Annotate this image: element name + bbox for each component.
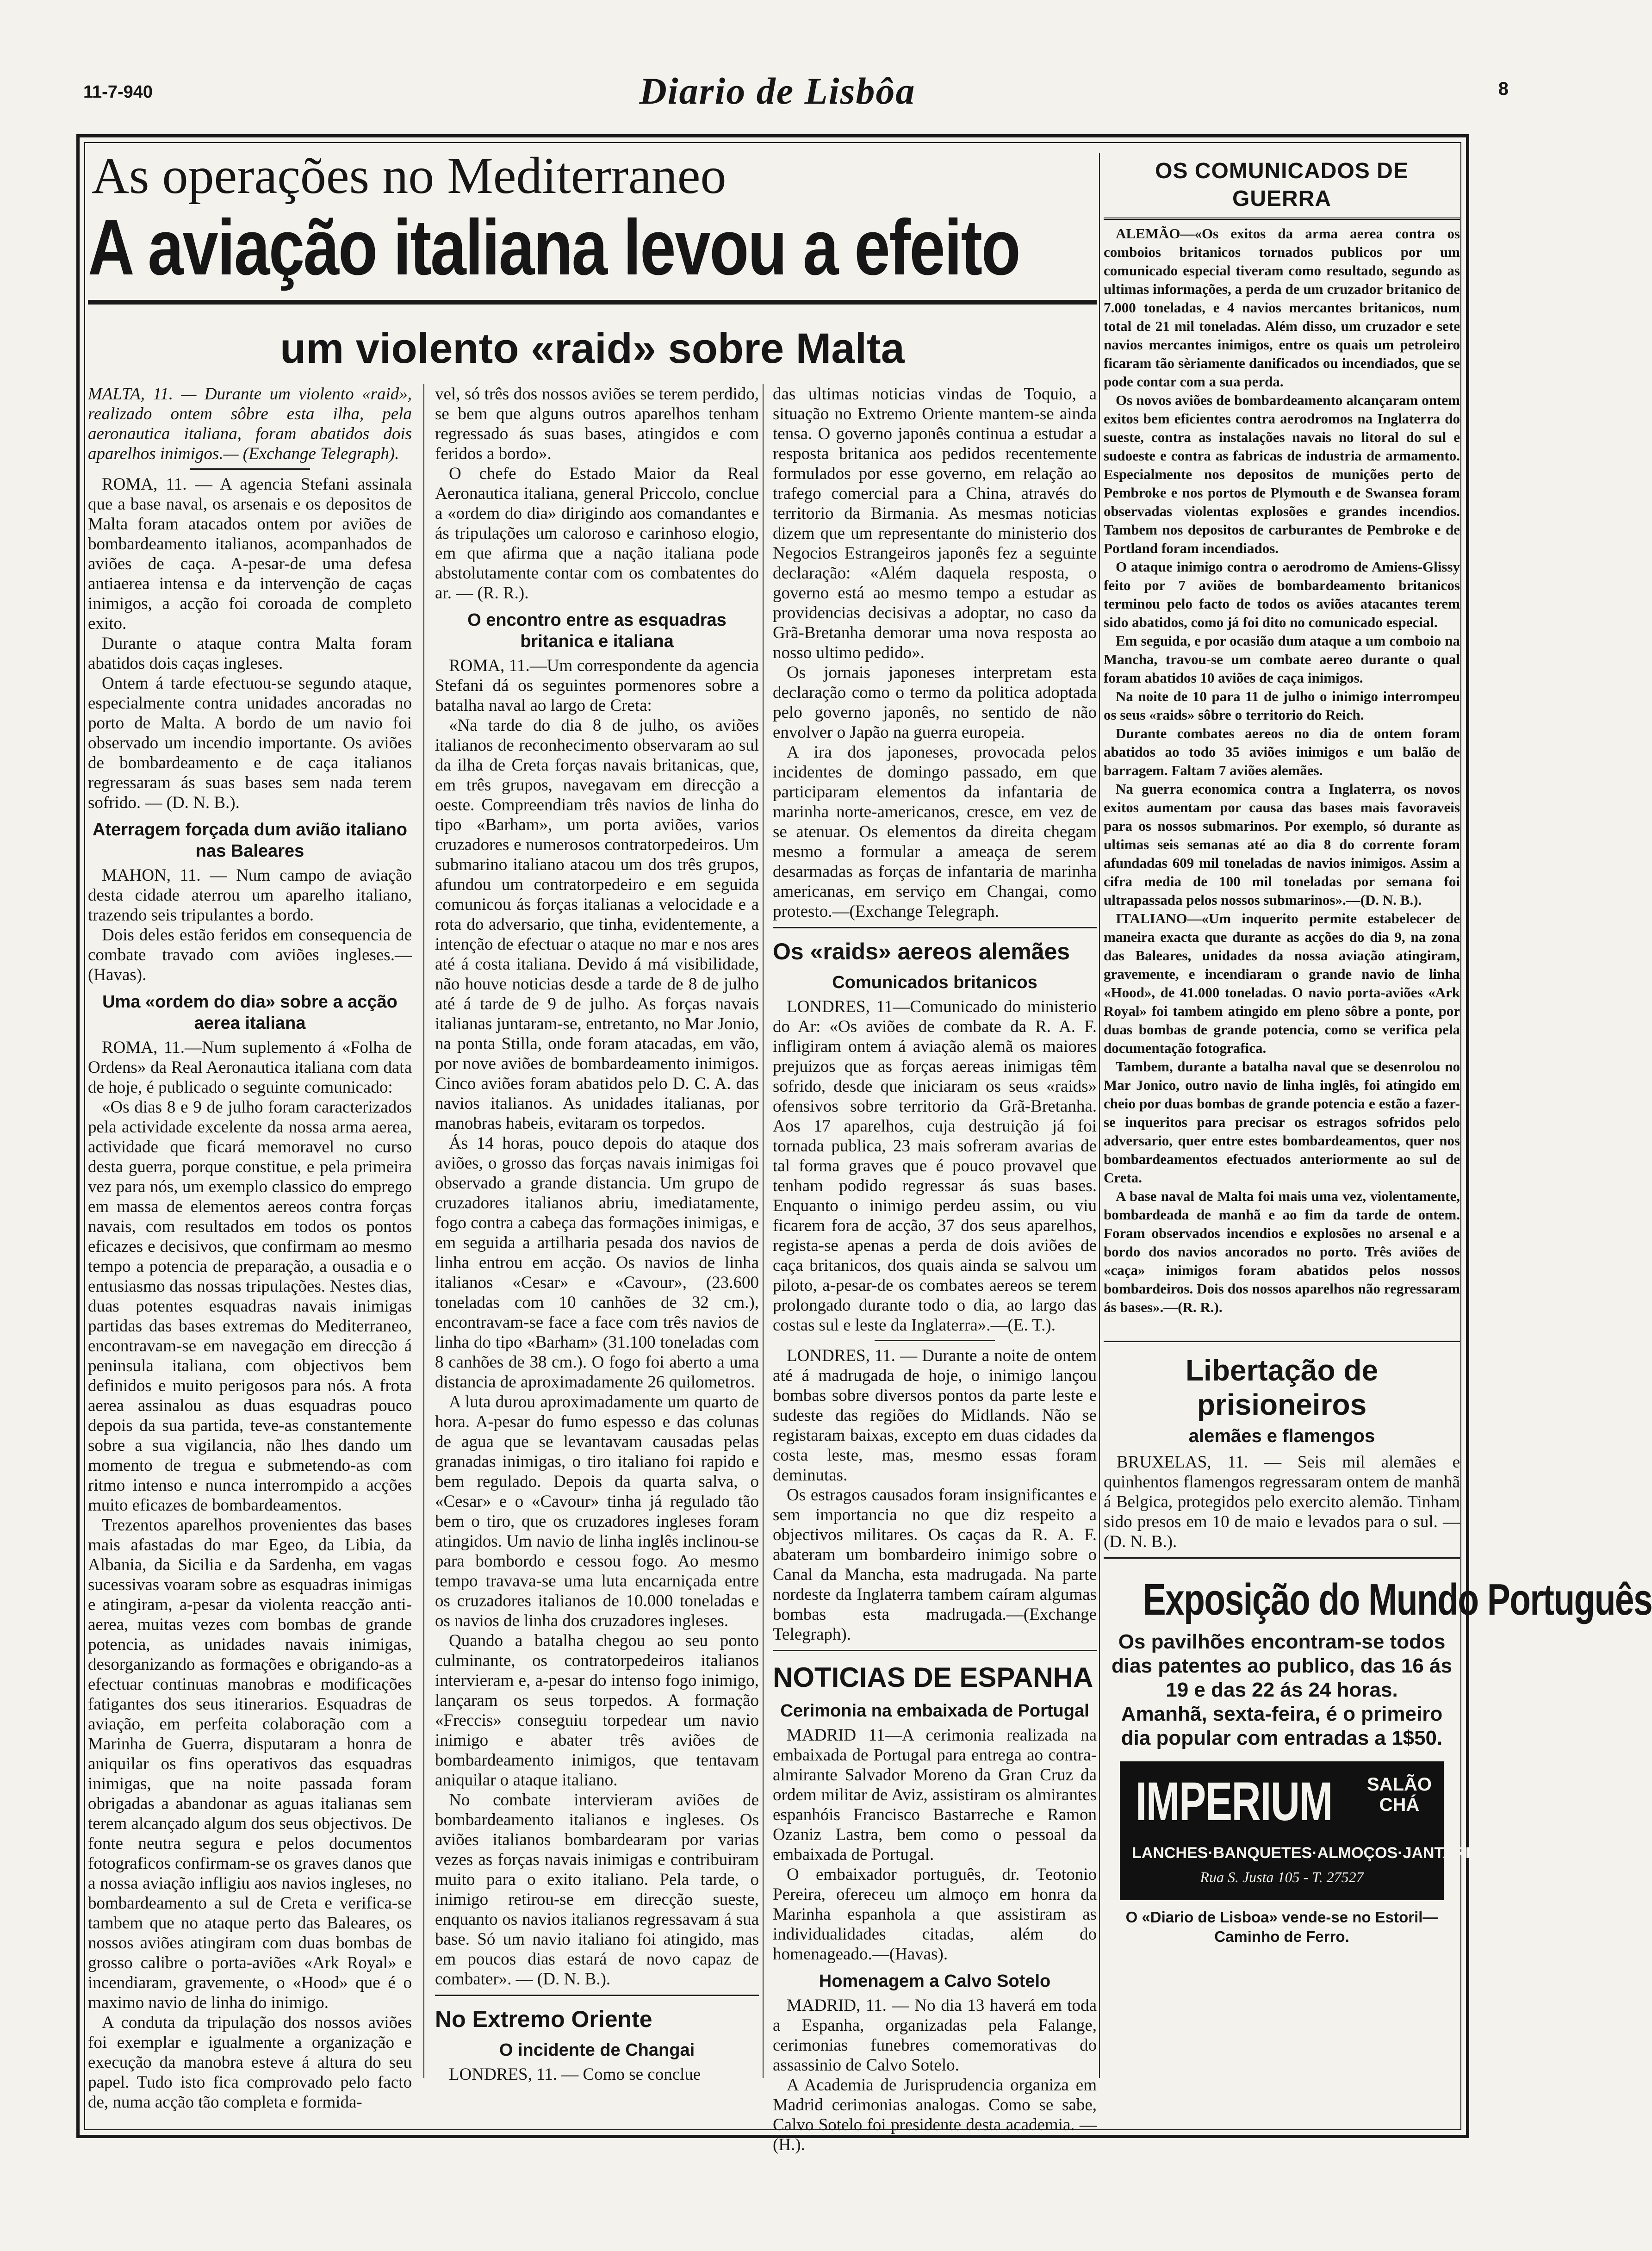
section-heading-espanha: NOTICIAS DE ESPANHA [773, 1662, 1093, 1693]
column-rule [763, 384, 764, 2078]
section-subheading-changai: O incidente de Changai [499, 2040, 695, 2060]
libertacao-heading: Libertação de prisioneiros [1185, 1354, 1379, 1421]
section-heading-raids: Os «raids» aereos alemães [773, 939, 1070, 964]
section-heading-oriente: No Extremo Oriente [435, 2006, 652, 2032]
paragraph: Durante combates aereos no dia de ontem foram abatidos ao todo 35 aviões inimigos e um balão de barragem. Faltam 7 aviões alemães. [1104, 725, 1460, 778]
masthead [83, 69, 1509, 134]
imperium-salao [1367, 1774, 1432, 1815]
paragraph: O chefe do Estado Maior da Real Aeronautica italiana, general Priccolo, conclue a «ordem do dia» dirigindo aos comandantes e ás tripulações um caloroso e carinhoso elogio, em que afirma que a nação italiana pode abstolutamente contar com os combatentes do ar. — (R. R.). [435, 464, 759, 603]
expo-ad-text-2: Amanhã, sexta-feira, é o primeiro dia popular com entradas a 1$50. [1121, 1703, 1443, 1749]
paragraph: LONDRES, 11—Comunicado do ministerio do Ar: «Os aviões de combate da R. A. F. infligiram ontem á aviação alemã os maiores prejuizos que as forças aereas inimigas têm sofrido, desde que iniciaram os seus «raids» ofensivos sobre territorio da Grã-Bretanha. Aos 17 aparelhos, cuja destruição já foi tornada publica, 23 mais sofreram avarias de tal forma graves que é pouco provavel que tenham podido regressar ás suas bases. Enquanto o inimigo perdeu assim, ou viu ficarem fora de acção, 37 dos seus aparelhos, regista-se apenas a perda de dois aviões de caça britanicos, dos quais ainda se salvou um piloto, a-pesar-de os combates aereos se terem prolongado durante todo o dia, ao largo das costas sul e leste da Inglaterra».—(E. T.). [773, 997, 1097, 1335]
page-number: 8 [1498, 79, 1509, 99]
column-2 [435, 384, 759, 2084]
newspaper-title: Diario de Lisbôa [639, 70, 916, 112]
paragraph: MADRID 11—A cerimonia realizada na embaixada de Portugal para entrega ao contra-almirante Salvador Moreno da Gran Cruz da ordem militar de Aviz, assistiram os almirantes espanhóis Francisco Bastarreche e Ramon Ozaniz Lastra, bem como o pessoal da embaixada de Portugal. [773, 1726, 1097, 1864]
paragraph: Os jornais japoneses interpretam esta declaração como o termo da politica adoptada pelo governo japonês, no sentido de não envolver o Japão na guerra europeia. [773, 663, 1097, 742]
main-headline: A aviação italiana levou a efeito [88, 204, 1020, 292]
paragraph: A conduta da tripulação dos nossos aviões foi exemplar e igualmente a organização e execução da manobra esteve á altura do seu papel. Tudo isto fica comprovado pelo facto de, numa acção tão completa e formida- [88, 2013, 412, 2112]
paragraph: A ira dos japoneses, provocada pelos incidentes de domingo passado, em que participaram elementos da infantaria de marinha norte-americanos, cresce, em vez de se atenuar. Os elementos da direita chegam mesmo a formular a ameaça de serem desarmadas as forças de infantaria de marinha americanas, em serviço em Changai, como protesto.—(Exchange Telegraph. [773, 743, 1097, 921]
paragraph: O ataque inimigo contra o aerodromo de Amiens-Glissy feito por 7 aviões de bombardeamento britanicos terminou pelo facto de todos os aviões atacantes terem sido abatidos, como já foi dito no comunicado especial. [1104, 559, 1460, 630]
paragraph: LONDRES, 11. — Como se conclue [449, 2065, 701, 2084]
paragraph: Tambem, durante a batalha naval que se desenrolou no Mar Jonico, outro navio de linha inglês, foi atingido em cheio por duas bombas de grande potencia e estão a fazer-se inqueritos para precisar os estragos sofridos pelo adversario, quer entre estes bombardeamentos, quer nos bombardeamentos efectuados anteriormente ao sul de Creta. [1104, 1058, 1460, 1186]
paragraph: O embaixador português, dr. Teotonio Pereira, ofereceu um almoço em honra da Marinha espanhola a que assistiram as individualidades citadas, além do homenageado.—(Havas). [773, 1865, 1097, 1964]
main-subhead: um violento «raid» sobre Malta [280, 325, 905, 372]
paragraph: Na noite de 10 para 11 de julho o inimigo interrompeu os seus «raids» sôbre o territorio do Reich. [1104, 688, 1460, 723]
paragraph: ROMA, 11.—Num suplemento á «Folha de Ordens» da Real Aeronautica italiana com data de hoje, é publicado o seguinte comunicado: [88, 1038, 412, 1097]
paragraph: Durante o ataque contra Malta foram abatidos dois caças ingleses. [88, 634, 412, 673]
headline-block [88, 148, 1097, 374]
paragraph: Em seguida, e por ocasião dum ataque a um comboio na Mancha, travou-se um combate aereo durante o qual foram abatidos 10 aviões de caça inimigos. [1104, 633, 1460, 686]
imperium-logo: IMPERIUM [1136, 1771, 1332, 1832]
paragraph: das ultimas noticias vindas de Toquio, a situação no Extremo Oriente mantem-se ainda tensa. O governo japonês continua a estudar a resposta britanica aos pedidos recentemente formulados por esse governo, em relação ao trafego comercial para a China, através do territorio da Birmania. As mesmas noticias dizem que um representante do ministerio dos Negocios Estrangeiros japonês fez a seguinte declaração: «Além daquela resposta, o governo está ao mesmo tempo a estudar as providencias decisivas a adoptar, no caso da Grã-Bretanha demorar uma nova resposta ao nosso ultimo pedido». [773, 385, 1097, 662]
paragraph: vel, só três dos nossos aviões se terem perdido, se bem que alguns outros aparelhos tenham regressado ás suas bases, atingidos e com feridos a bordo». [435, 385, 759, 463]
paragraph: Ontem á tarde efectuou-se segundo ataque, especialmente contra unidades ancoradas no porto de Malta. A bordo de um navio foi observado um incendio importante. Os aviões de bombardeamento e de caça italianos regressaram ás suas bases sem nada terem sofrido. — (D. N. B.). [88, 674, 412, 812]
section-heading-sotelo: Homenagem a Calvo Sotelo [819, 1971, 1051, 1991]
imperium-address: Rua S. Justa 105 - T. 27527 [1200, 1869, 1364, 1885]
paragraph: Os estragos causados foram insignificantes e sem importancia no que diz respeito a objectivos militares. Os caças da R. A. F. abateram um bombardeiro inimigo sobre o Canal da Mancha, esta madrugada. Na parte nordeste da Inglaterra tambem caíram algumas bombas esta madrugada.—(Exchange Telegraph). [773, 1486, 1097, 1644]
paragraph: Dois deles estão feridos em consequencia de combate travado com aviões ingleses.—(Havas). [88, 926, 412, 984]
issue-date: 11-7-940 [83, 82, 153, 102]
paragraph: ROMA, 11. — A agencia Stefani assinala que a base naval, os arsenais e os depositos de Malta foram atacados ontem por aviões de bombardeamento italianos, acompanhados de aviões de caça. A-pesar-de uma defesa antiaerea intensa e da intervenção de caças inimigos, a acção foi coroada de completo exito. [88, 475, 412, 633]
story-lead: MALTA, 11. — Durante um violento «raid», realizado ontem sôbre esta ilha, pela aeronautica italiana, foram abatidos dois aparelhos inimigos.— (Exchange Telegraph). [88, 385, 412, 463]
paragraph: No combate intervieram aviões de bombardeamento italianos e ingleses. Os aviões italianos bombardearam por varias vezes as forças navais inimigas e contribuiram muito para o exito italiano. Pela tarde, o inimigo retirou-se em direcção sueste, enquanto os navios italianos regressavam á sua base. Só um navio italiano foi atingido, mas em poucos dias estará de novo capaz de combater». — (D. N. B.). [435, 1791, 759, 1989]
paragraph: MAHON, 11. — Num campo de aviação desta cidade aterrou um aparelho italiano, trazendo seis tripulantes a bordo. [88, 866, 412, 925]
paragraph: LONDRES, 11. — Durante a noite de ontem até á madrugada de hoje, o inimigo lançou bombas sobre diversos pontos da parte leste e sudeste das regiões do Midlands. Não se registaram baixas, excepto em duas cidades da costa leste, mas, mesmo essas foram deminutas. [773, 1346, 1097, 1485]
imperium-salao-word: SALÃO [1367, 1774, 1432, 1795]
sidebar-title: OS COMUNICADOS DE GUERRA [1104, 157, 1460, 220]
libertacao-text: BRUXELAS, 11. — Seis mil alemães e quinhentos flamengos regressaram ontem de manhã á Belgica, protegidos pelo exercito alemão. Tinham sido presos em 10 de maio e levados para o sul. —(D. N. B.). [1104, 1453, 1460, 1551]
imperium-ad [1120, 1761, 1487, 1900]
sidebar [1104, 157, 1652, 1946]
paragraph: ITALIANO—«Um inquerito permite estabelecer de maneira exacta que durante as acções do dia 9, na zona das Baleares, unidades da nossa aviação atingiram, gravemente, e incendiaram o grande navio de linha «Hood», de 41.000 toneladas. O navio porta-aviões «Ark Royal» foi tambem atingido em pleno sôbre a ponte, por duas bombas de grande potencia, como se verifica pela documentação fotografica. [1104, 910, 1460, 1056]
column-rule [1099, 153, 1100, 2078]
column-rule [423, 384, 424, 2078]
section-heading-ordem: Uma «ordem do dia» sobre a acção aerea italiana [102, 992, 397, 1033]
paragraph: A base naval de Malta foi mais uma vez, violentamente, bombardeada de manhã e ao fim da tarde de ontem. Foram observados incendios e explosões no arsenal e a bordo dos navios ancorados no porto. Três aviões de «caça» inimigos foram abatidos pelos nossos bombardeiros. Dois dos nossos aparelhos não regressaram ás bases».—(R. R.). [1104, 1188, 1460, 1315]
section-heading-encontro: O encontro entre as esquadras britanica e italiana [467, 610, 727, 651]
paragraph: MADRID, 11. — No dia 13 haverá em toda a Espanha, organizadas pela Falange, cerimonias funebres comemorativas do assassinio de Calvo Sotelo. [773, 1996, 1097, 2075]
column-1 [88, 384, 412, 2112]
headline-rule [88, 300, 1097, 305]
paragraph: ROMA, 11.—Um correspondente da agencia Stefani dá os seguintes pormenores sobre a batalha naval ao largo de Creta: [435, 656, 759, 715]
section-subheading-comunicados: Comunicados britanicos [832, 973, 1037, 992]
imperium-services: LANCHES·BANQUETES·ALMOÇOS·JANTARES [1132, 1844, 1487, 1862]
paragraph: Ás 14 horas, pouco depois do ataque dos aviões, o grosso das forças navais inimigas foi observado a grande distancia. Um grupo de cruzadores italianos abriu, imediatamente, fogo contra a cabeça das formações inimigas, e em seguida a artilharia pesada dos navios de linha entrou em acção. Os navios de linha italianos «Cesar» e «Cavour», (23.600 toneladas com 10 canhões de 32 cm.), encontravam-se face a face com três navios de linha do tipo «Barham» (31.100 toneladas com 8 canhões de 38 cm.). O fogo foi aberto a uma distancia de aproximadamente 26 quilometros. [435, 1134, 759, 1392]
paragraph: «Na tarde do dia 8 de julho, os aviões italianos de reconhecimento observaram ao sul da ilha de Creta forças navais britanicas, que, em três grupos, navegavam em direcção a oeste. Compreendiam três navios de linha do tipo «Barham», um porta aviões, varios cruzadores e numerosos contratorpedeiros. Um submarino italiano atacou um dos três grupos, afundou um contratorpedeiro e em seguida comunicou ás forças italianas a velocidade e a rota do adversario, que tinha, evidentemente, a intenção de efectuar o ataque no mar e nos ares até á costa italiana. Devido á má visibilidade, não houve noticias desde a tarde de 8 de julho até á tarde de 9 de julho. As forças navais italianas juntaram-se, entretanto, no Mar Jonio, na ponta Stilla, onde foram atacadas, em vão, por nove aviões de bombardeamento inimigos. Cinco aviões foram abatidos pelo D. C. A. das navios italianos. As unidades italianas, por manobras habeis, evitaram os torpedos. [435, 716, 759, 1133]
footer-note: O «Diario de Lisboa» vende-se no Estoril—Caminho de Ferro. [1125, 1909, 1438, 1945]
paragraph: A luta durou aproximadamente um quarto de hora. A-pesar do fumo espesso e das colunas de agua que se levantavam causadas pelas granadas inimigas, o tiro italiano foi rapido e bem regulado. Depois da quarta salva, o «Cesar» e o «Cavour» tinha já regulado tão bem o tiro, que os cruzadores ingleses foram atingidos. Um navio de linha inglês inclinou-se para bombordo e cessou fogo. Ao mesmo tempo travava-se uma luta encarniçada entre os cruzadores italianos de 10.000 toneladas e os navios de linha dos cruzadores ingleses. [435, 1393, 759, 1630]
paragraph: Trezentos aparelhos provenientes das bases mais afastadas do mar Egeo, da Libia, da Albania, da Sicilia e da Sardenha, em vagas sucessivas voaram sobre as esquadras inimigas e atingiram, a-pesar da violenta reacção anti-aerea, muitas vezes com bombas de grande potencia, as unidades navais inimigas, desorganizando as formações e obrigando-as a efectuar continuas manobras e modificações fatigantes dos seus itinerarios. Esquadras de aviação, em perfeita colaboração com a Marinha de Guerra, disputaram a honra de aniquilar os fins operativos das esquadras inimigas, que na noite passada foram obrigadas a abandonar as aguas italianas sem terem alcançado algum dos seus objectivos. De fonte neutra segura e pelos documentos fotograficos confirmam-se os graves danos que a nossa aviação infligiu aos navios ingleses, no bombardeamento a sul de Creta e verifica-se tambem que no ataque perto das Baleares, os nossos aviões atingiram com duas bombas de grosso calibre o porta-aviões «Ark Royal» e incendiaram, gravemente, o «Hood» que é o maximo navio de linha do inimigo. [88, 1516, 412, 2012]
paragraph: Quando a batalha chegou ao seu ponto culminante, os contratorpedeiros italianos intervieram e, a-pesar do intenso fogo inimigo, lançaram os seus torpedos. A formação «Freccis» conseguiu torpedear um navio inimigo e abater três aviões de bombardeamento inimigos, que tentavam aniquilar o ataque italiano. [435, 1631, 759, 1790]
section-subheading-embaixada: Cerimonia na embaixada de Portugal [780, 1701, 1089, 1721]
paragraph: Os novos aviões de bombardeamento alcançaram ontem exitos bem eficientes contra aerodromos na Inglaterra do sueste, contra as instalações navais no litoral do sul e sudoeste e contra as fabricas de industria de armamento. Especialmente nos depositos de munições perto de Pembroke e nos portos de Plymouth e de Swansea foram observadas violentas explosões e grandes incendios. Tambem nos depositos de carburantes de Pembroke e de Portland foram incendiados. [1104, 392, 1460, 556]
expo-ad-title: Exposição do Mundo Português [1143, 1575, 1652, 1624]
paragraph: «Os dias 8 e 9 de julho foram caracterizados pela actividade excelente da nossa arma aerea, actividade que ficará memoravel no curso desta guerra, porque constitue, e pela primeira vez para nós, um exemplo classico do emprego em massa de elementos aereos contra forças navais, com resultados em todos os pontos eficazes e decisivos, que confirmam ao mesmo tempo a potencia de preparação, a ousadia e o entusiasmo das nossas tripulações. Nestes dias, duas potentes esquadras navais inimigas partidas das bases extremas do Mediterraneo, encontravam-se em navegação em direcção á peninsula italiana, com objectivos bem definidos e muito perigosos para nós. A frota aerea assinalou as duas esquadras pouco depois da sua partida, teve-as constantemente sobre a sua vigilancia, não lhes dando um momento de tregua e submetendo-as com ritmo intenso e nunca interrompido a acções muito eficazes de bombardeamentos. [88, 1098, 412, 1515]
paragraph: ALEMÃO—«Os exitos da arma aerea contra os comboios britanicos tornados publicos por um comunicado especial tiveram como resultado, segundo as ultimas informações, a perda de um cruzador britanico de 7.000 toneladas, e 4 navios mercantes britanicos, num total de 21 mil toneladas. Além disso, um cruzador e sete navios mercantes inimigos, entre os quais um petroleiro ficaram tão sèriamente danificados ou incendiados, que se pode contar com a sua perda. [1104, 225, 1460, 390]
imperium-cha-word: CHÁ [1379, 1795, 1420, 1815]
paragraph: Na guerra economica contra a Inglaterra, os novos exitos aumentam por causa das bases mais favoraveis para os nossos submarinos. Por exemplo, só durante as ultimas seis semanas até ao dia 8 do corrente foram afundadas 609 mil toneladas de navios inimigos. Assim a cifra media de 100 mil toneladas por semana foi ultrapassada pelos nossos submarinos».—(D. N. B.). [1104, 781, 1460, 908]
libertacao-subheading: alemães e flamengos [1188, 1426, 1375, 1446]
headline-kicker: As operações no Mediterraneo [92, 147, 727, 205]
section-heading-baleares: Aterragem forçada dum avião italiano nas Baleares [93, 820, 407, 861]
column-3 [773, 384, 1097, 2154]
paragraph: A Academia de Jurisprudencia organiza em Madrid cerimonias analogas. Como se sabe, Calvo Sotelo foi presidente desta academia. — (H.). [773, 2076, 1097, 2154]
expo-ad-text: Os pavilhões encontram-se todos dias patentes ao publico, das 16 ás 19 e das 22 ás 24 horas. [1111, 1630, 1453, 1701]
war-communiques [1104, 224, 1460, 1335]
